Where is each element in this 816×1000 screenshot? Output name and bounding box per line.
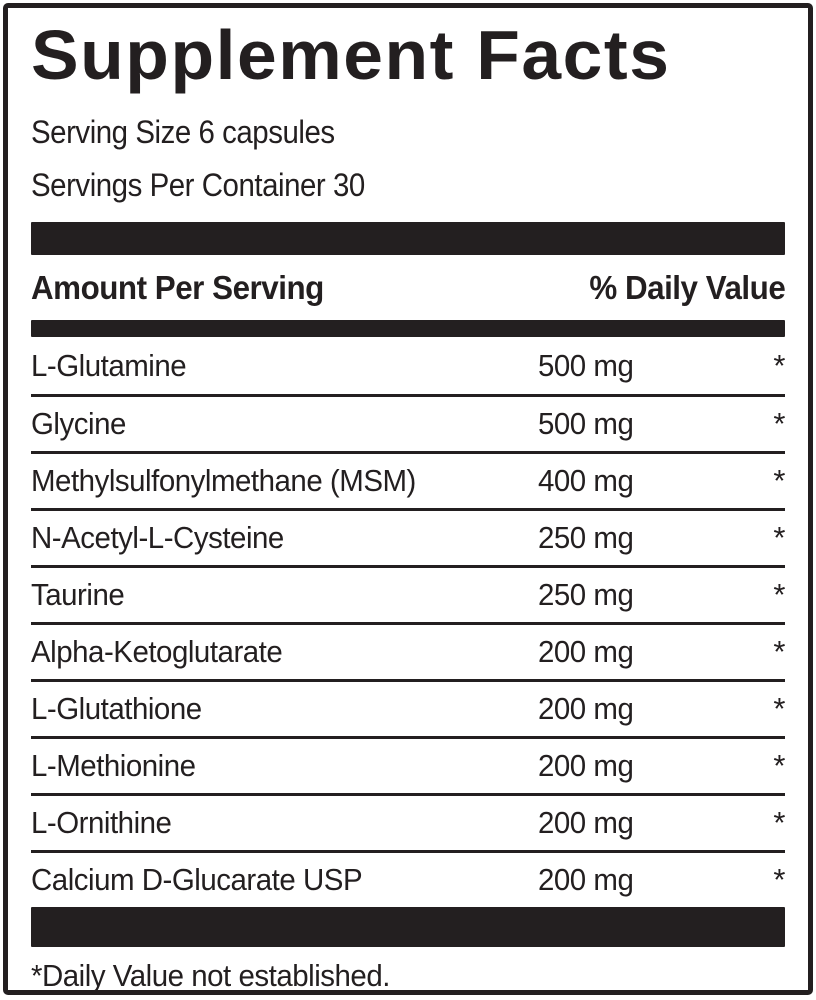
ingredient-name: Glycine [31,406,126,442]
ingredient-daily-value: * [773,634,785,670]
ingredient-name: L-Methionine [31,748,196,784]
divider-bar-header [31,320,785,337]
column-header-daily-value: % Daily Value [589,269,785,307]
ingredient-row [31,337,785,394]
ingredient-daily-value: * [773,862,785,898]
ingredient-row [31,451,785,508]
ingredient-name: L-Glutathione [31,691,202,727]
ingredient-name: Calcium D-Glucarate USP [31,862,363,898]
ingredient-amount: 500 mg [538,406,634,442]
supplement-facts-panel [3,3,813,995]
ingredient-daily-value: * [773,805,785,841]
ingredient-daily-value: * [773,691,785,727]
ingredient-row [31,793,785,850]
ingredient-daily-value: * [773,463,785,499]
ingredient-amount: 200 mg [538,634,634,670]
ingredient-daily-value: * [773,520,785,556]
ingredient-row [31,850,785,907]
ingredient-name: L-Glutamine [31,347,187,383]
ingredient-row [31,508,785,565]
ingredient-amount: 200 mg [538,862,634,898]
ingredient-amount: 200 mg [538,805,634,841]
ingredient-row [31,565,785,622]
column-header-amount-per-serving: Amount Per Serving [31,269,324,307]
ingredient-row [31,679,785,736]
ingredient-table [31,337,785,907]
ingredient-row [31,394,785,451]
ingredient-name: Taurine [31,577,125,613]
ingredient-row [31,622,785,679]
ingredient-daily-value: * [773,577,785,613]
ingredient-row [31,736,785,793]
ingredient-name: L-Ornithine [31,805,172,841]
ingredient-name: Methylsulfonylmethane (MSM) [31,463,416,499]
serving-size: Serving Size 6 capsules [31,114,335,151]
ingredient-amount: 200 mg [538,691,634,727]
ingredient-daily-value: * [773,347,785,383]
ingredient-name: N-Acetyl-L-Cysteine [31,520,284,556]
ingredient-amount: 250 mg [538,520,634,556]
ingredient-amount: 500 mg [538,347,634,383]
table-header-row [31,255,785,320]
divider-bar-bottom [31,907,785,947]
servings-per-container: Servings Per Container 30 [31,167,365,204]
daily-value-footnote: *Daily Value not established. [31,958,390,994]
divider-bar-top [31,222,785,255]
ingredient-amount: 200 mg [538,748,634,784]
ingredient-name: Alpha-Ketoglutarate [31,634,283,670]
ingredient-daily-value: * [773,748,785,784]
ingredient-amount: 400 mg [538,463,634,499]
ingredient-amount: 250 mg [538,577,634,613]
ingredient-daily-value: * [773,406,785,442]
panel-title: Supplement Facts [31,16,671,94]
